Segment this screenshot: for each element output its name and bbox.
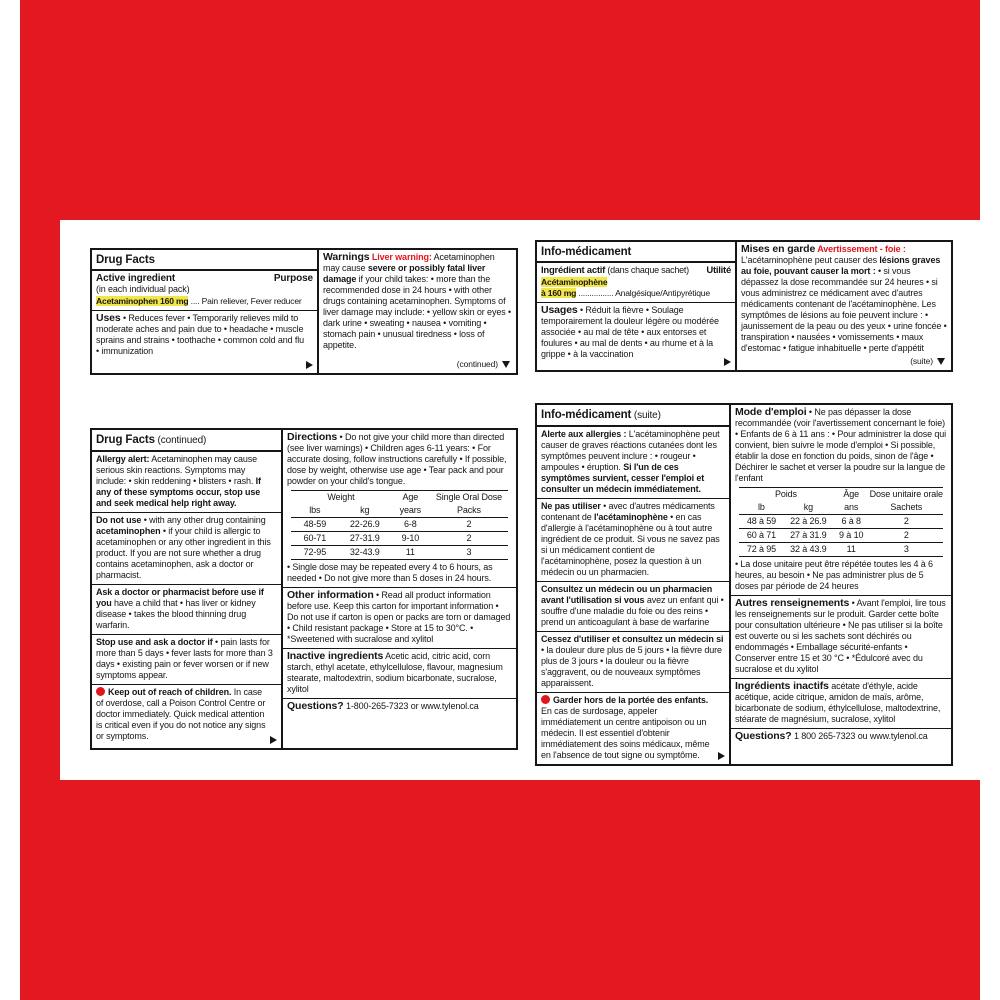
table-cell: 9 à 10 bbox=[833, 529, 870, 543]
text-run: avez un enfant qui • souffre d'une maladie du foie ou des reins • prend un anticoagulant à base de warfarine bbox=[541, 595, 724, 627]
text-run: (continued) bbox=[154, 435, 207, 446]
stop-use-section bbox=[537, 631, 729, 692]
uses-text bbox=[541, 305, 723, 360]
panel-header bbox=[92, 250, 317, 271]
inactive-ingredients-text bbox=[735, 681, 947, 725]
drug-facts-continued-panel-fr bbox=[535, 403, 953, 766]
active-ingredient-strength: à 160 mg bbox=[541, 288, 577, 298]
text-run: • Single dose may be repeated every 4 to 6 hours, as needed • Do not give more than 5 doses in 24 hours. bbox=[287, 562, 493, 583]
text-run: • avec d'autres médicaments contenant de bbox=[541, 501, 715, 522]
warnings-text bbox=[741, 244, 947, 354]
section-heading: Autres renseignements bbox=[735, 597, 850, 609]
text-run: En cas de surdosage, appeler immédiatement un centre antipoison ou un médecin. Il est essentiel d'obtenir immédiatement des soins médicaux, même en l'absence de tout signe ou symptôme. bbox=[541, 706, 710, 760]
warning-dot-icon bbox=[541, 695, 550, 704]
section-heading: Questions? bbox=[735, 730, 792, 742]
bold-text-run: Stop use and ask a doctor if bbox=[96, 637, 213, 647]
section-heading: Mises en garde bbox=[741, 243, 816, 255]
do-not-use-section bbox=[537, 498, 729, 581]
table-cell: 11 bbox=[391, 546, 430, 560]
age-header: Âge bbox=[833, 488, 870, 502]
purpose-heading: Utilité bbox=[706, 265, 731, 276]
dose-header: Dose unitaire orale bbox=[869, 489, 943, 499]
weight-header: Weight bbox=[291, 491, 391, 505]
continued-note bbox=[323, 359, 512, 370]
dosing-table-subheader-row bbox=[291, 504, 508, 518]
text-run: • Read all product information before use. Keep this carton for important information • Do not use if carton is open or packs are torn or damaged • Child resistant package • Store at 15 to 30°C. • *Sweetened with sucralose and xylitol bbox=[287, 590, 511, 644]
directions-section bbox=[731, 405, 951, 595]
text-run: • if your child is allergic to acetaminophen or any other ingredient in this product. If you are not sure whether a drug contains acetaminophen, ask a doctor or pharmacist. bbox=[96, 526, 271, 580]
table-cell: 2 bbox=[430, 532, 508, 546]
other-information-text bbox=[287, 590, 512, 645]
table-cell: 9-10 bbox=[391, 532, 430, 546]
dosing-table-header-row bbox=[291, 491, 508, 505]
continued-label: (suite) bbox=[910, 356, 933, 366]
text-run: • Ne pas dépasser la dose recommandée (voir l'avertissement concernant le foie) • Enfants de 6 à 11 ans : • Pour administrer la dose qui convient, bien suivre le mode d'emploi • Si possible, établir la dose en fonction du poids, sinon de l'âge • Déchirer le sachet et verser la poudre sur la langue de l'enfant bbox=[735, 407, 947, 483]
uses-section bbox=[92, 310, 317, 373]
bold-text-run: Cessez d'utiliser et consultez un médecin si bbox=[541, 634, 724, 644]
table-cell: 2 bbox=[870, 529, 943, 543]
ask-doctor-text bbox=[96, 587, 277, 631]
bold-text-run: Allergy alert: bbox=[96, 454, 150, 464]
active-ingredient-name: Acetaminophen 160 mg bbox=[96, 296, 189, 306]
do-not-use-text bbox=[96, 515, 277, 581]
questions-text bbox=[287, 701, 512, 712]
dosing-table-header-row bbox=[739, 488, 943, 502]
bold-text-run: Ask a doctor or pharmacist before use if you bbox=[96, 587, 264, 608]
dosing-table-subheader-row bbox=[739, 501, 943, 515]
table-cell: 6 à 8 bbox=[833, 515, 870, 529]
continued-arrow-icon bbox=[502, 361, 510, 368]
text-run: acétate d'éthyle, acide acétique, acide citrique, amidon de maïs, arôme, bicarbonate de sodium, éthylcellulose, maltodextrine, stéarate de magnésium, sucralose, xylitol bbox=[735, 681, 941, 724]
next-panel-arrow-icon bbox=[306, 361, 313, 369]
warnings-section bbox=[737, 242, 951, 370]
section-heading: Other information bbox=[287, 589, 374, 601]
lb-header: lb bbox=[739, 501, 784, 515]
table-row bbox=[739, 529, 943, 543]
section-heading: Warnings bbox=[323, 251, 370, 263]
panel-header bbox=[537, 242, 735, 263]
bold-text-run: Info-médicament bbox=[541, 246, 632, 258]
weight-header: Poids bbox=[739, 488, 833, 502]
info-medicament-suite-left-column bbox=[537, 405, 731, 764]
active-ingredient-section bbox=[537, 263, 735, 302]
keep-out-of-reach-text bbox=[541, 695, 717, 761]
dosing-table bbox=[291, 490, 508, 560]
bold-text-run: acetaminophen bbox=[96, 526, 161, 536]
ask-doctor-text bbox=[541, 584, 725, 628]
inactive-ingredients-section bbox=[731, 678, 951, 728]
directions-section bbox=[283, 430, 516, 587]
text-run: • la douleur dure plus de 5 jours • la fièvre dure plus de 3 jours • la douleur ou la fièvre s'aggravent, ou de nouveaux symptômes apparaissent. bbox=[541, 645, 722, 688]
next-panel-arrow-icon bbox=[724, 358, 731, 366]
text-run: • si vous dépassez la dose recommandée sur 24 heures • si vous administrez ce médicament avec d'autres médicaments contenant de l'acétaminophène. Les symptômes de lésions au foie peuvent inclure : • jaunissement de la peau ou des yeux • urine foncée • transpiration • nausées • vomissements • maux d'estomac • fatigue inhabituelle • perte d'appétit bbox=[741, 266, 947, 353]
table-row bbox=[739, 543, 943, 557]
leader-dots: ................ bbox=[576, 288, 616, 298]
directions-text bbox=[735, 407, 947, 484]
kg-header: kg bbox=[339, 504, 391, 518]
table-cell: 48-59 bbox=[291, 518, 339, 532]
table-cell: 2 bbox=[430, 518, 508, 532]
bold-text-run: Do not use bbox=[96, 515, 142, 525]
bold-text-run: Garder hors de la portée des enfants. bbox=[553, 695, 709, 705]
table-cell: 3 bbox=[430, 546, 508, 560]
text-run: • Do not give your child more than directed (see liver warnings) • Children ages 6-11 years: • For accurate dosing, follow instructions carefully • If possible, dose by weight, otherwise use age • Tear pack and pour powder on your child's tongue. bbox=[287, 432, 507, 486]
info-medicament-left-column bbox=[537, 242, 737, 370]
table-cell: 72-95 bbox=[291, 546, 339, 560]
active-ingredient-line bbox=[96, 296, 313, 307]
active-ingredient-line bbox=[541, 277, 731, 299]
stop-use-text bbox=[96, 637, 277, 681]
ask-doctor-section bbox=[92, 584, 281, 634]
text-run: L'acétaminophène peut causer des bbox=[741, 255, 880, 265]
bold-text-run: Ne pas utiliser bbox=[541, 501, 601, 511]
ask-doctor-section bbox=[537, 581, 729, 631]
table-cell: 3 bbox=[870, 543, 943, 557]
kg-header: kg bbox=[784, 501, 833, 515]
table-cell: 11 bbox=[833, 543, 870, 557]
table-cell: 22 à 26.9 bbox=[784, 515, 833, 529]
active-ingredient-heading: Ingrédient actif bbox=[541, 265, 606, 276]
bold-text-run: lésions graves au foie, pouvant causer la mort : bbox=[741, 255, 941, 276]
uses-text bbox=[96, 313, 305, 357]
allergy-alert-text bbox=[96, 454, 277, 509]
section-heading: Uses bbox=[96, 312, 121, 324]
purpose-heading: Purpose bbox=[273, 273, 313, 284]
bold-text-run: severe or possibly fatal liver damage bbox=[323, 263, 486, 284]
panel-header bbox=[92, 430, 281, 452]
warnings-section bbox=[319, 250, 516, 373]
text-run: (suite) bbox=[631, 410, 661, 421]
warnings-text bbox=[323, 252, 512, 351]
sachets-header: Sachets bbox=[870, 501, 943, 515]
alert-heading: Avertissement - foie : bbox=[815, 244, 906, 254]
continued-label: (continued) bbox=[456, 359, 498, 369]
text-run: Acetaminophen may cause serious skin reactions. Symptoms may include: • skin reddening • blisters • rash. bbox=[96, 454, 258, 486]
table-cell: 32-43.9 bbox=[339, 546, 391, 560]
do-not-use-text bbox=[541, 501, 725, 578]
text-run: • pain lasts for more than 5 days • fever lasts for more than 3 days • existing pain or fever worsen or if new symptoms appear. bbox=[96, 637, 273, 680]
dose-notes bbox=[735, 559, 947, 592]
table-cell: 22-26.9 bbox=[339, 518, 391, 532]
lbs-header: lbs bbox=[291, 504, 339, 518]
section-heading: Questions? bbox=[287, 700, 344, 712]
section-heading: Directions bbox=[287, 431, 338, 443]
active-ingredient-note: (dans chaque sachet) bbox=[605, 265, 689, 275]
dose-header: Single Oral Dose bbox=[430, 491, 508, 505]
table-row bbox=[739, 515, 943, 529]
info-medicament-suite-right-column bbox=[731, 405, 951, 764]
section-heading: Inactive ingredients bbox=[287, 650, 384, 662]
drug-facts-continued-left-column bbox=[92, 430, 283, 748]
other-information-section bbox=[283, 587, 516, 648]
bold-text-run: Info-médicament bbox=[541, 409, 632, 421]
allergy-alert-section bbox=[537, 427, 729, 498]
keep-out-of-reach-section bbox=[92, 684, 281, 748]
keep-out-of-reach-section bbox=[537, 692, 729, 764]
bold-text-run: l'acétaminophène bbox=[594, 512, 668, 522]
purpose-text: Analgésique/Antipyrétique bbox=[615, 288, 710, 298]
table-cell: 48 à 59 bbox=[739, 515, 784, 529]
active-ingredient-name: Acétaminophène bbox=[541, 277, 608, 287]
allergy-alert-section bbox=[92, 452, 281, 512]
bold-text-run: Drug Facts bbox=[96, 434, 155, 446]
text-run: • en cas d'allergie à l'acétaminophène ou à tout autre ingrédient de ce produit. Si vous ne savez pas si un médicament contient de l'acétaminophène, posez la question à un médecin ou un pharmacien. bbox=[541, 512, 720, 577]
drug-facts-panel-en bbox=[90, 248, 518, 375]
text-run: 1 800 265-7323 ou www.tylenol.ca bbox=[791, 731, 928, 741]
purpose-text: Pain reliever, Fever reducer bbox=[201, 296, 302, 306]
bold-text-run: Consultez un médecin ou un pharmacien avant l'utilisation si vous bbox=[541, 584, 713, 605]
drug-facts-continued-right-column bbox=[283, 430, 516, 748]
inactive-ingredients-text bbox=[287, 651, 512, 695]
bold-text-run: Drug Facts bbox=[96, 254, 155, 266]
table-cell: 32 à 43.9 bbox=[784, 543, 833, 557]
table-cell: 60 à 71 bbox=[739, 529, 784, 543]
questions-section bbox=[283, 698, 516, 748]
text-run: • Avant l'emploi, lire tous les renseignements sur le produit. Garder cette boîte pour consultation ultérieure • Ne pas utiliser si la boîte est ouverte ou si les sachets sont déchirés ou endommagés • Emballage sécurité-enfants • Conserver entre 15 et 30 °C • *Édulcoré avec du sucralose et du xylitol bbox=[735, 598, 946, 674]
stop-use-text bbox=[541, 634, 725, 689]
text-run: Acetaminophen may cause bbox=[323, 252, 495, 273]
text-run: L'acétaminophène peut causer de graves réactions cutanées dont les symptômes peuvent inclure : • rougeur • ampoules • éruption. bbox=[541, 429, 720, 472]
inactive-ingredients-section bbox=[283, 648, 516, 698]
years-header: ans bbox=[833, 501, 870, 515]
table-cell: 72 à 95 bbox=[739, 543, 784, 557]
table-cell: 27-31.9 bbox=[339, 532, 391, 546]
continued-arrow-icon bbox=[937, 358, 945, 365]
active-ingredient-heading-group bbox=[541, 265, 689, 276]
alert-heading: Liver warning: bbox=[369, 252, 432, 262]
table-row bbox=[291, 518, 508, 532]
active-ingredient-heading: Active ingredient bbox=[96, 273, 176, 284]
next-panel-arrow-icon bbox=[270, 736, 277, 744]
age-header: Age bbox=[391, 491, 430, 505]
questions-section bbox=[731, 728, 951, 764]
bold-text-run: Keep out of reach of children. bbox=[108, 687, 232, 697]
other-information-section bbox=[731, 595, 951, 678]
do-not-use-section bbox=[92, 512, 281, 584]
active-ingredient-heading-row bbox=[96, 273, 313, 284]
table-cell: 2 bbox=[870, 515, 943, 529]
text-run: • Reduces fever • Temporarily relieves mild to moderate aches and pain due to • headache • muscle sprains and strains • toothache • common cold and flu • immunization bbox=[96, 313, 305, 356]
continued-note bbox=[741, 356, 947, 367]
section-heading: Mode d'emploi bbox=[735, 406, 807, 418]
dosing-table bbox=[739, 487, 943, 557]
table-row bbox=[291, 546, 508, 560]
uses-section bbox=[537, 302, 735, 370]
drug-facts-continued-panel-en bbox=[90, 428, 518, 750]
text-run: 1-800-265-7323 or www.tylenol.ca bbox=[343, 701, 479, 711]
text-run: • Réduit la fièvre • Soulage temporairement la douleur légère ou modérée associée • au mal de tête • aux entorses et foulures • au mal de dents • au rhume et à la grippe • à la vaccination bbox=[541, 305, 719, 359]
packs-header: Packs bbox=[430, 504, 508, 518]
drug-facts-left-column bbox=[92, 250, 319, 373]
warning-dot-icon bbox=[96, 687, 105, 696]
keep-out-of-reach-text bbox=[96, 687, 269, 742]
text-run: Acetic acid, citric acid, corn starch, ethyl acetate, ethylcellulose, flavour, magnesium stearate, maltodextrin, sodium bicarbonate, sucralose, xylitol bbox=[287, 651, 503, 694]
drug-facts-right-column bbox=[319, 250, 516, 373]
years-header: years bbox=[391, 504, 430, 518]
dose-notes bbox=[287, 562, 512, 584]
leader-dots: .... bbox=[188, 296, 202, 306]
table-cell: 27 à 31.9 bbox=[784, 529, 833, 543]
text-run: In case of overdose, call a Poison Control Centre or doctor immediately. Quick medical attention is critical even if you do not notice any signs or symptoms. bbox=[96, 687, 266, 741]
active-ingredient-heading-row bbox=[541, 265, 731, 276]
section-heading: Usages bbox=[541, 304, 578, 316]
panel-header bbox=[537, 405, 729, 427]
active-ingredient-section bbox=[92, 271, 317, 310]
text-run: • with any other drug containing bbox=[141, 515, 266, 525]
other-information-text bbox=[735, 598, 947, 675]
table-cell: 60-71 bbox=[291, 532, 339, 546]
text-run: have a child that • has liver or kidney disease • takes the blood thinning drug warfarin. bbox=[96, 598, 256, 630]
drug-facts-panel-fr bbox=[535, 240, 953, 372]
table-row bbox=[291, 532, 508, 546]
questions-text bbox=[735, 731, 947, 742]
bold-text-run: If any of these symptoms occur, stop use and seek medical help right away. bbox=[96, 476, 261, 508]
table-cell: 6-8 bbox=[391, 518, 430, 532]
active-ingredient-note: (in each individual pack) bbox=[96, 284, 190, 294]
stop-use-section bbox=[92, 634, 281, 684]
text-run: • La dose unitaire peut être répétée toutes les 4 à 6 heures, au besoin • Ne pas administrer plus de 5 doses par période de 24 heures bbox=[735, 559, 933, 591]
bold-text-run: Si l'un de ces symptômes survient, cesser l'emploi et consulter un médecin immédiatement. bbox=[541, 462, 705, 494]
bold-text-run: Alerte aux allergies : bbox=[541, 429, 627, 439]
text-run: if your child takes: • more than the recommended dose in 24 hours • with other drugs containing acetaminophen. Symptoms of liver damage may include: • yellow skin or eyes • dark urine • sweating • nausea • vomiting • stomach pain • unusual tiredness • loss of appetite. bbox=[323, 274, 512, 350]
info-medicament-right-column bbox=[737, 242, 951, 370]
allergy-alert-text bbox=[541, 429, 725, 495]
next-panel-arrow-icon bbox=[718, 752, 725, 760]
directions-text bbox=[287, 432, 512, 487]
section-heading: Ingrédients inactifs bbox=[735, 680, 829, 692]
